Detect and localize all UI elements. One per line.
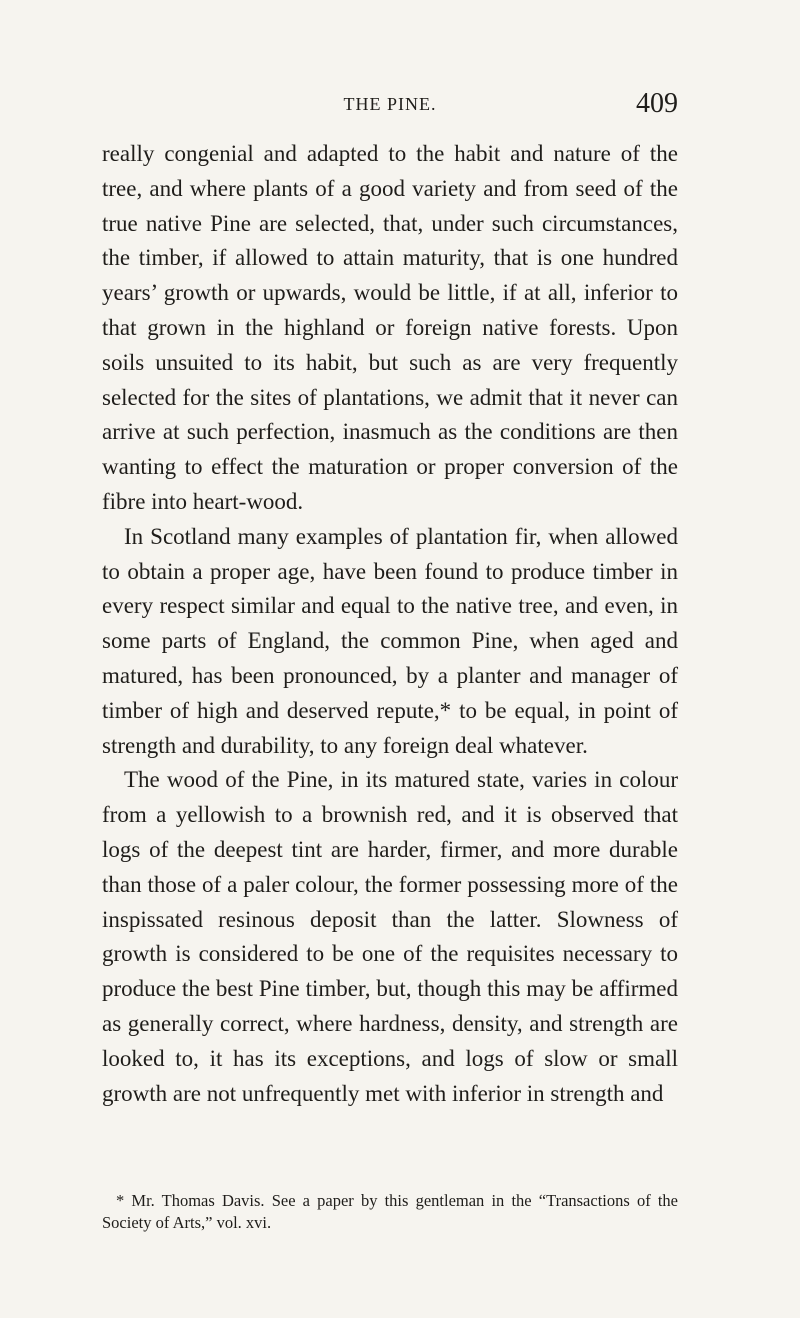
- running-header: [102, 90, 678, 120]
- body-text: [102, 137, 678, 1111]
- footnotes: [102, 1190, 678, 1234]
- running-title: THE PINE.: [343, 94, 437, 114]
- footnote-1: * Mr. Thomas Davis. See a paper by this gentleman in the “Transactions of the Society of Arts,” vol. xvi.: [102, 1191, 678, 1232]
- paragraph-1: really congenial and adapted to the habit and nature of the tree, and where plants of a good variety and from seed of the true native Pine are selected, that, under such circumstances, the timber, if allowed to attain maturity, that is one hundred years’ growth or upwards, would be little, if at all, inferior to that grown in the highland or foreign native forests. Upon soils unsuited to its habit, but such as are very frequently selected for the sites of plantations, we admit that it never can arrive at such perfection, inasmuch as the conditions are then wanting to effect the maturation or proper conversion of the fibre into heart-wood.: [102, 141, 678, 514]
- paragraph-3: The wood of the Pine, in its matured state, varies in colour from a yellowish to a brownish red, and it is observed that logs of the deepest tint are harder, firmer, and more durable than those of a paler colour, the former possessing more of the inspissated resinous deposit than the latter. Slowness of growth is considered to be one of the requisites necessary to produce the best Pine timber, but, though this may be affirmed as generally correct, where hardness, density, and strength are looked to, it has its exceptions, and logs of slow or small growth are not unfrequently met with inferior in strength and: [102, 767, 678, 1106]
- page-number: 409: [636, 88, 678, 119]
- paragraph-2: In Scotland many examples of plantation fir, when allowed to obtain a proper age, have been found to produce timber in every respect similar and equal to the native tree, and even, in some parts of England, the common Pine, when aged and matured, has been pronounced, by a planter and manager of timber of high and deserved repute,* to be equal, in point of strength and durability, to any foreign deal whatever.: [102, 523, 678, 758]
